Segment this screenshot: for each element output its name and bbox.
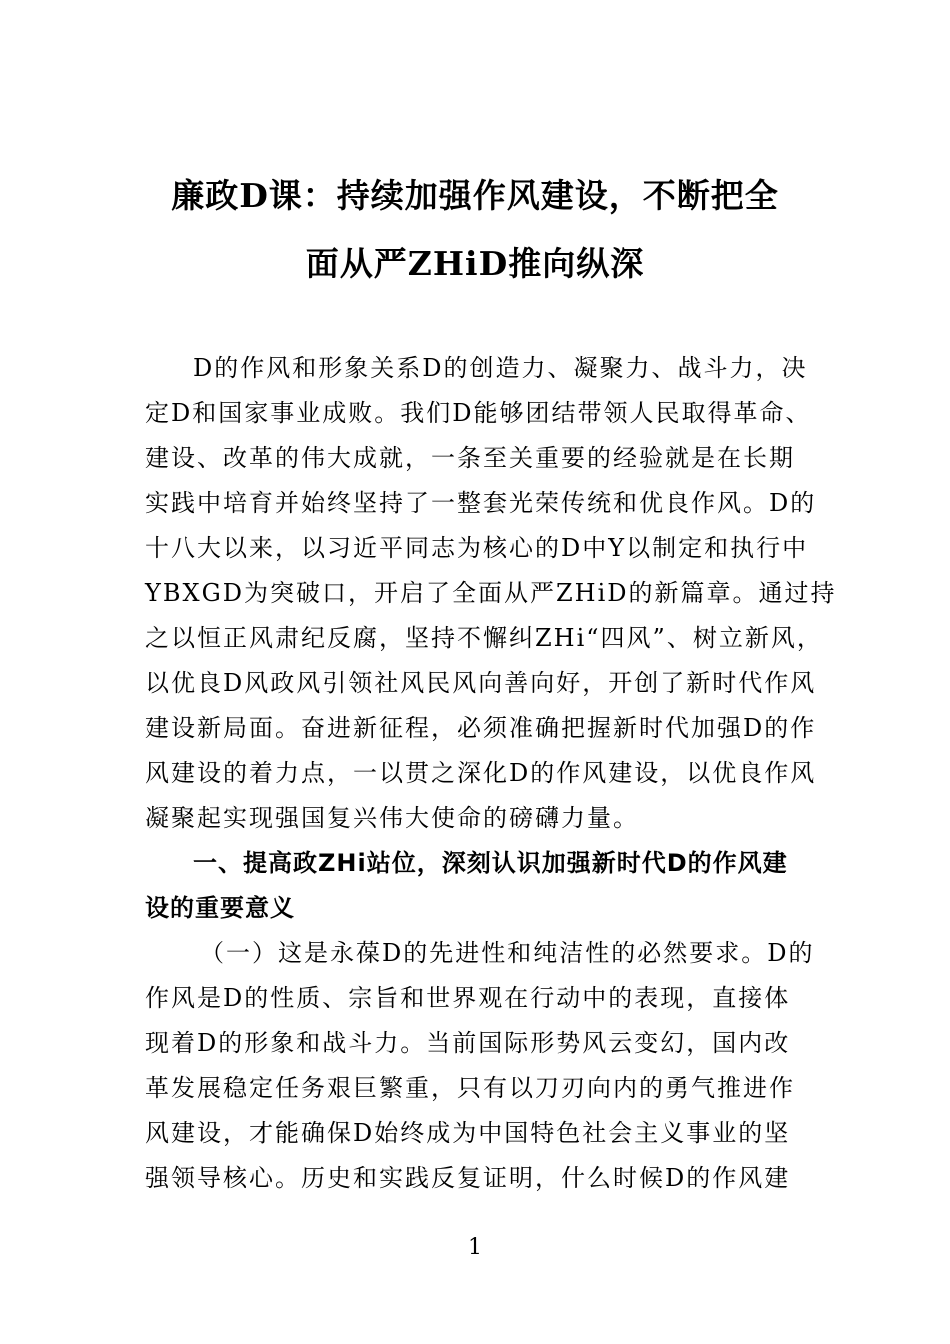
paragraph-1-line-9: 建设新局面。奋进新征程，必须准确把握新时代加强D的作 (145, 714, 817, 742)
section-heading-1-line-2: 设的重要意义 (145, 894, 295, 922)
paragraph-2-line-2: 作风是D的性质、宗旨和世界观在行动中的表现，直接体 (145, 984, 791, 1012)
paragraph-2-line-6: 强领导核心。历史和实践反复证明，什么时候D的作风建 (145, 1164, 791, 1192)
paragraph-2-line-5: 风建设，才能确保D始终成为中国特色社会主义事业的坚 (145, 1119, 791, 1147)
paragraph-1-line-5: 十八大以来，以习近平同志为核心的D中Y以制定和执行中 (145, 534, 809, 562)
paragraph-1-line-10: 风建设的着力点，一以贯之深化D的作风建设，以优良作风 (145, 759, 817, 787)
paragraph-1-line-8: 以优良D风政风引领社风民风向善向好，开创了新时代作风 (145, 669, 817, 697)
paragraph-1-line-2: 定D和国家事业成败。我们D能够团结带领人民取得革命、 (145, 399, 812, 427)
paragraph-1-line-3: 建设、改革的伟大成就，一条至关重要的经验就是在长期 (145, 444, 795, 472)
paragraph-1-line-4: 实践中培育并始终坚持了一整套光荣传统和优良作风。D的 (145, 489, 817, 517)
document-title-line-1: 廉政D课：持续加强作风建设，不断把全 (171, 176, 779, 215)
paragraph-1-line-1: D的作风和形象关系D的创造力、凝聚力、战斗力，决 (193, 354, 808, 382)
section-heading-1-line-1: 一、提高政ZHi站位，深刻认识加强新时代D的作风建 (193, 849, 788, 877)
page-number: 1 (468, 1235, 482, 1260)
paragraph-2-line-4: 革发展稳定任务艰巨繁重，只有以刀刃向内的勇气推进作 (145, 1074, 795, 1102)
document-title-line-2: 面从严ZHiD推向纵深 (305, 244, 645, 283)
paragraph-1-line-11: 凝聚起实现强国复兴伟大使命的磅礴力量。 (145, 804, 639, 832)
paragraph-2-line-1: （一）这是永葆D的先进性和纯洁性的必然要求。D的 (200, 939, 815, 967)
paragraph-2-line-3: 现着D的形象和战斗力。当前国际形势风云变幻，国内改 (145, 1029, 791, 1057)
paragraph-1-line-6: YBXGD为突破口，开启了全面从严ZHiD的新篇章。通过持 (145, 579, 837, 607)
paragraph-1-line-7: 之以恒正风肃纪反腐，坚持不懈纠ZHi“四风”、树立新风， (145, 624, 823, 652)
